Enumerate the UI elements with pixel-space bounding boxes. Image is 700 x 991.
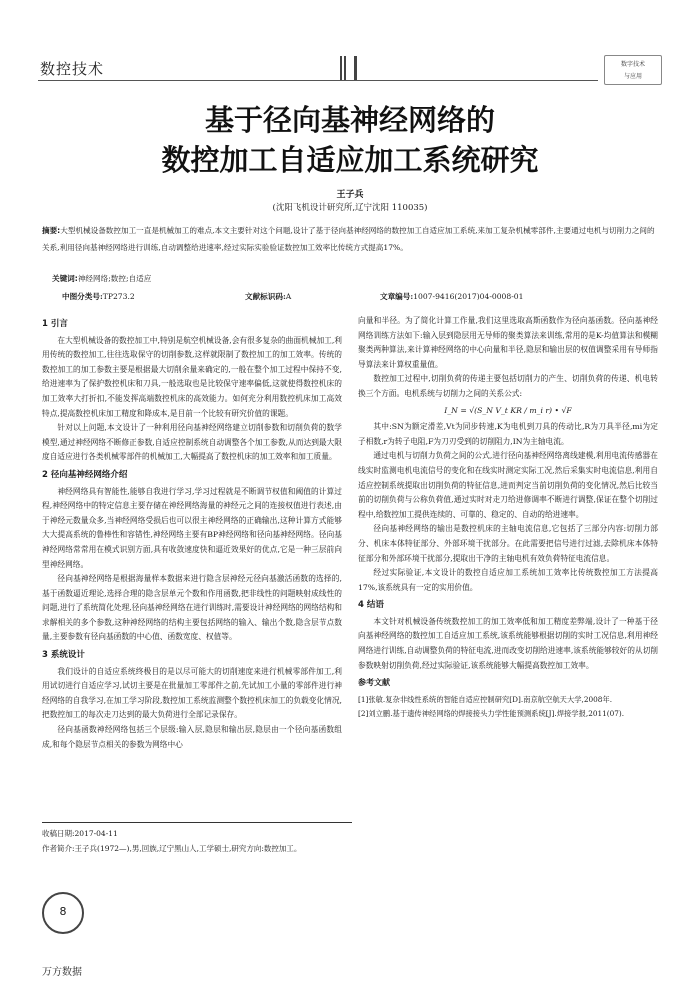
abstract-label: 摘要: — [42, 226, 61, 235]
section2-para2: 径向基神经网络是根据海量样本数据来进行隐含层神经元径向基激活函数的选择的,基于函数逼近理论,选择合理的隐含层单元个数和作用函数,把非线性的问题映射成线性的问题,进行了系统简化处理,径向基神经网络在进行训练时,需要设计神经网络的网络结构和求解相关的多个参数,这种神经网络的结构主要包括网络的输入、输出个数,隐含层节点数量,主要参数有径向基函数的中心值、函数宽度、权值等。 — [42, 574, 342, 642]
right-para2: 数控加工过程中,切削负荷的传递主要包括切削力的产生、切削负荷的传递、机电转换三个方面。电机系统与切削力之间的关系公式: — [358, 374, 658, 398]
author-bio: 作者简介:王子兵(1972—),男,回族,辽宁黑山人,工学硕士,研究方向:数控加工。 — [42, 844, 302, 853]
keywords — [52, 273, 151, 284]
reference-item: [2]刘立鹏.基于遗传神经网络的焊接接头力学性能预测系统[J].焊接学报,2011(07). — [358, 708, 625, 718]
references-heading: 参考文献 — [358, 678, 390, 688]
doc-value: A — [285, 292, 292, 301]
logo-line2: 与应用 — [623, 73, 642, 80]
journal-logo — [604, 55, 662, 85]
section4-para1: 本文针对机械设备传统数控加工的加工效率低和加工精度差弊端,设计了一种基于径向基神经网络的数控加工自适应加工系统,该系统能够根据切削的实时工况信息,利用神经网络进行训练,自动调整负荷的特征电流,进而改变切削给进速率,该系统能够较好的从切削参数映射切削负荷,经过实际验证,该系统能够大幅提高数控加工效率。 — [358, 616, 658, 670]
abstract — [42, 223, 660, 256]
article-number — [380, 291, 523, 302]
received-date: 收稿日期:2017-04-11 — [42, 829, 118, 838]
right-para3: 其中:SN为额定滑差,Vt为同步转速,K为电机到刀具的传动比,R为刀具半径,mi为定子相数,r为转子电阻,F为刀刃受到的切削阻力,IN为主轴电流。 — [358, 422, 658, 446]
logo-line1: 数字技术 — [620, 61, 645, 68]
reference-list — [358, 693, 658, 721]
right-para5: 径向基神经网络的输出是数控机床的主轴电流信息,它包括了三部分内容:切削力部分、机床本体特征部分、外部环境干扰部分。在此需要把信号进行过滤,去除机床本体特征部分和外部环境干扰部分,提取出干净的主轴电机有效负荷特征电流信息。 — [358, 524, 658, 563]
header-bars-decoration — [340, 56, 364, 80]
author-name: 王子兵 — [336, 190, 364, 200]
abstract-text: 大型机械设备数控加工一直是机械加工的难点,本文主要针对这个问题,设计了基于径向基神经网络的数控加工自适应加工系统,来加工复杂机械零部件,主要通过电机与切削力之间的关系,利用径向基神经网络进行训练,自动调整给进速率,经过实际实验验证数控加工效率比传统方式提高17%。 — [42, 226, 655, 252]
page-number: 8 — [59, 905, 67, 918]
section1-para1: 在大型机械设备的数控加工中,特别是航空机械设备,会有很多复杂的曲面机械加工,利用传统的数控加工,往往选取保守的切削参数,这样就限制了数控加工的加工效率。传统的数控加工的加工参数主要是根据最大切削余量来确定的,一般在整个加工过程中保持不变,给进速率为了保护数控机床和刀具,一般选取也是比较保守速率偏低,这就使得数控机床的加工效率大打折扣,不能发挥高端数控机床的高效能力。如何充分利用数控机床加工高效特点,提高数控机床加工精度和降成本,是目前一个比较有研究价值的课题。 — [42, 335, 342, 418]
section3-para1: 我们设计的自适应系统终极目的是以尽可能大的切削速度来进行机械零部件加工,利用试切进行自适应学习,试切主要是在批量加工零部件之前,先试加工小量的零部件进行神经网络的自我学习,在加工学习阶段,数控加工系统监测整个数控机床加工的负载变化情况,把数控加工的每次走刀达到的最大负荷进行全部记录保存。 — [42, 666, 342, 720]
left-column — [42, 314, 342, 752]
header-rule — [38, 80, 598, 81]
current-formula: I_N = √(S_N V_t KR / m_i r) • √F — [444, 405, 572, 415]
reference-item: [1]张敏.复杂非线性系统的智能自适应控制研究[D].南京航空航天大学,2008年. — [358, 694, 613, 704]
footnote-rule — [42, 822, 352, 823]
right-para4: 通过电机与切削力负荷之间的公式,进行径向基神经网络离线建模,利用电流传感器在线实时监测电机电流信号的变化和在线实时测定实际工况,然后采集实时电流信息,利用自适应控制系统提取出切削负荷的特征信息,进而判定当前切削负荷的变化情况,然后比较当前的切削负荷与公称负荷值,通过实时对走刀给进修调率不断进行调整,保证在整个切削过程中,给数控加工提供连续的、可靠的、稳定的、自动的给进速率。 — [358, 451, 658, 519]
paper-title — [0, 100, 700, 180]
section2-para1: 神经网络具有智能性,能够自我进行学习,学习过程就是不断调节权值和阈值的计算过程,神经网络中的特定信息主要存储在神经网络海量的神经元之间的连接权值进行表述,由于神经元数量众多,当神经网络受损后也可以很主神经网络的正确输出,这种计算方式能够大大提高系统的鲁棒性和容错性,神经网络主要有BP神经网络和径向基神经网络。径向基神经网络常常用在模式识别方面,具有收敛速度快和逼近效果好的优点,它是一种三层前向型神经网络。 — [42, 486, 342, 569]
article-value: 1007-9416(2017)04-0008-01 — [413, 292, 524, 301]
title-line1: 基于径向基神经网络的 — [204, 103, 495, 137]
section4-heading: 4 结语 — [358, 600, 384, 611]
doc-label: 文献标识码: — [245, 292, 286, 301]
right-para1: 向量和半径。为了简化计算工作量,我们这里选取高斯函数作为径向基函数。径向基神经网络训练方法如下:输入层到隐层用无导师的聚类算法来训练,常用的是K-均值算法和模糊聚类两种算法,来计算神经网络的中心向量和半径,隐层和输出层的权值调整采用有导师指导算法来计算权重量值。 — [358, 316, 658, 369]
clc-label: 中图分类号: — [62, 292, 103, 301]
right-column — [358, 314, 658, 721]
journal-section-title: 数控技术 — [40, 60, 105, 78]
clc-value: TP273.2 — [102, 292, 135, 301]
keywords-label: 关键词: — [52, 274, 78, 283]
section3-para2: 径向基函数神经网络包括三个层级:输入层,隐层和输出层,隐层由一个径向基函数组成,和每个隐层节点相关的参数为网络中心 — [42, 725, 342, 749]
section1-heading: 1 引言 — [42, 319, 68, 329]
section3-heading: 3 系统设计 — [42, 650, 85, 661]
wanfang-watermark: 万方数据 — [42, 967, 82, 978]
doc-code — [245, 291, 291, 302]
keywords-text: 神经网络;数控;自适应 — [77, 274, 152, 283]
section1-para2: 针对以上问题,本文设计了一种利用径向基神经网络建立切削参数和切削负荷的数学模型,通过神经网络不断修正参数,自适应控制系统自动调整各个加工参数,从而达到最大限度自适应进行各类机械零部件的机械加工,大幅提高了数控机床的加工效率和加工质量。 — [42, 423, 342, 462]
right-para6: 经过实际验证,本文设计的数控自适应加工系统加工效率比传统数控加工方法提高17%,该系统具有一定的实用价值。 — [358, 568, 658, 592]
affiliation: (沈阳飞机设计研究所,辽宁沈阳 110035) — [272, 203, 428, 213]
title-line2: 数控加工自适应加工系统研究 — [161, 143, 539, 177]
section2-heading: 2 径向基神经网络介绍 — [42, 469, 128, 480]
page-number-badge — [42, 892, 84, 934]
clc-number — [62, 291, 135, 302]
article-label: 文章编号: — [380, 292, 414, 301]
